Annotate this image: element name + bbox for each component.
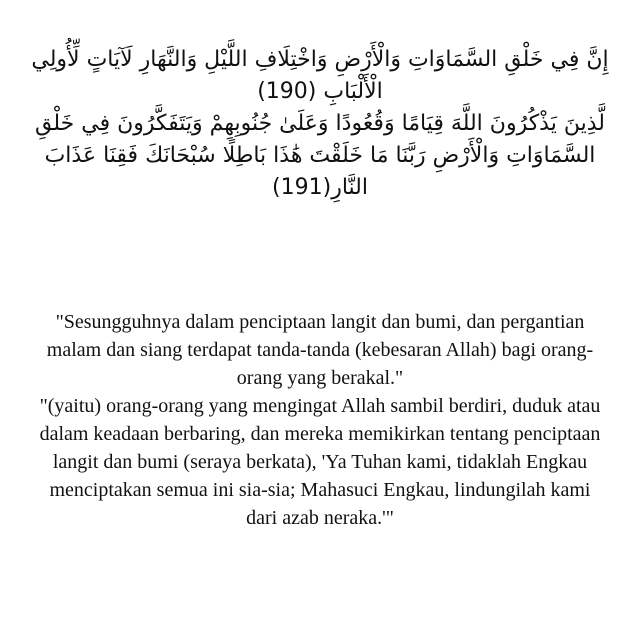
translation-line: "(yaitu) orang-orang yang mengingat Allah sambil berdiri, duduk atau bbox=[39, 395, 601, 417]
translation-line: orang yang berakal." bbox=[236, 367, 404, 389]
translation-line: menciptakan semua ini sia-sia; Mahasuci Engkau, lindungilah kami bbox=[49, 479, 591, 501]
translation-line: dari azab neraka.'" bbox=[246, 507, 394, 529]
translation-line: malam dan siang terdapat tanda-tanda (kebesaran Allah) bagi orang- bbox=[46, 339, 594, 361]
translation-line: langit dan bumi (seraya berkata), 'Ya Tuhan kami, tidaklah Engkau bbox=[52, 451, 588, 473]
arabic-verse-line: إِنَّ فِي خَلْقِ السَّمَاوَاتِ وَالْأَرْضِ وَاخْتِلَافِ اللَّيْلِ وَالنَّهَارِ لَآيَاتٍ لِّأُولِي bbox=[31, 47, 609, 72]
translation-block bbox=[16, 308, 624, 532]
translation-line: "Sesungguhnya dalam penciptaan langit dan bumi, dan pergantian bbox=[55, 311, 585, 333]
arabic-verse-block bbox=[20, 44, 620, 204]
arabic-verse-line: النَّارِ(191) bbox=[272, 175, 368, 200]
arabic-verse-line: السَّمَاوَاتِ وَالْأَرْضِ رَبَّنَا مَا خَلَقْتَ هَٰذَا بَاطِلًا سُبْحَانَكَ فَقِنَا عَذَابَ bbox=[44, 143, 596, 168]
arabic-verse-line: الْأَلْبَابِ (190) bbox=[257, 79, 383, 104]
arabic-verse-line: لَّذِينَ يَذْكُرُونَ اللَّهَ قِيَامًا وَقُعُودًا وَعَلَىٰ جُنُوبِهِمْ وَيَتَفَكَّرُونَ فِي خَلْقِ bbox=[35, 111, 605, 136]
translation-line: dalam keadaan berbaring, dan mereka memikirkan tentang penciptaan bbox=[39, 423, 601, 445]
